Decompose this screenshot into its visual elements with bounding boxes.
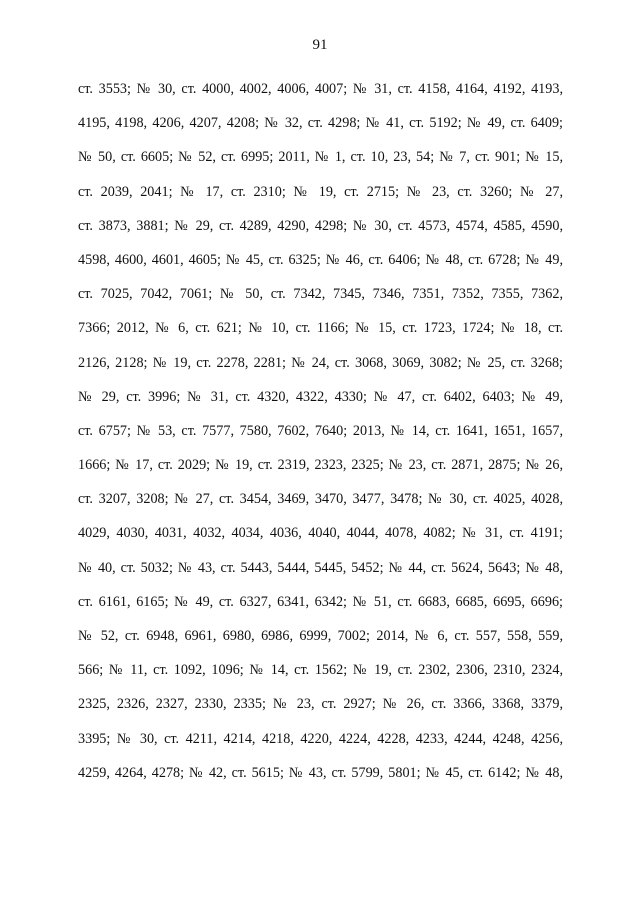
- text-line: № 52, ст. 6948, 6961, 6980, 6986, 6999, 7002; 2014, № 6, ст. 557, 558, 559,: [78, 628, 563, 644]
- text-line: ст. 3207, 3208; № 27, ст. 3454, 3469, 3470, 3477, 3478; № 30, ст. 4025, 4028,: [78, 491, 563, 508]
- text-line: 4259, 4264, 4278; № 42, ст. 5615; № 43, ст. 5799, 5801; № 45, ст. 6142; № 48,: [78, 764, 563, 781]
- text-line: ст. 3553; № 30, ст. 4000, 4002, 4006, 4007; № 31, ст. 4158, 4164, 4192, 4193,: [78, 81, 563, 97]
- text-line: 4029, 4030, 4031, 4032, 4034, 4036, 4040, 4044, 4078, 4082; № 31, ст. 4191;: [78, 525, 563, 542]
- page-number: 91: [312, 37, 328, 53]
- text-line: № 50, ст. 6605; № 52, ст. 6995; 2011, № 1, ст. 10, 23, 54; № 7, ст. 901; № 15,: [78, 149, 563, 166]
- text-line: 566; № 11, ст. 1092, 1096; № 14, ст. 1562; № 19, ст. 2302, 2306, 2310, 2324,: [78, 662, 563, 679]
- text-line: ст. 2039, 2041; № 17, ст. 2310; № 19, ст. 2715; № 23, ст. 3260; № 27,: [78, 183, 563, 200]
- text-line: ст. 6161, 6165; № 49, ст. 6327, 6341, 6342; № 51, ст. 6683, 6685, 6695, 6696;: [78, 593, 563, 610]
- text-line: 1666; № 17, ст. 2029; № 19, ст. 2319, 2323, 2325; № 23, ст. 2871, 2875; № 26,: [78, 457, 563, 474]
- text-line: 4598, 4600, 4601, 4605; № 45, ст. 6325; № 46, ст. 6406; № 48, ст. 6728; № 49,: [78, 251, 563, 268]
- text-line: 2126, 2128; № 19, ст. 2278, 2281; № 24, ст. 3068, 3069, 3082; № 25, ст. 3268;: [78, 354, 563, 371]
- text-line: № 40, ст. 5032; № 43, ст. 5443, 5444, 5445, 5452; № 44, ст. 5624, 5643; № 48,: [78, 559, 563, 576]
- text-line: ст. 3873, 3881; № 29, ст. 4289, 4290, 4298; № 30, ст. 4573, 4574, 4585, 4590,: [78, 217, 563, 234]
- text-line: 3395; № 30, ст. 4211, 4214, 4218, 4220, 4224, 4228, 4233, 4244, 4248, 4256,: [78, 730, 563, 747]
- text-line: 7366; 2012, № 6, ст. 621; № 10, ст. 1166; № 15, ст. 1723, 1724; № 18, ст.: [78, 320, 563, 337]
- document-body: [78, 72, 563, 790]
- text-line: ст. 7025, 7042, 7061; № 50, ст. 7342, 7345, 7346, 7351, 7352, 7355, 7362,: [78, 286, 563, 303]
- text-line: ст. 6757; № 53, ст. 7577, 7580, 7602, 7640; 2013, № 14, ст. 1641, 1651, 1657,: [78, 422, 563, 439]
- text-line: 2325, 2326, 2327, 2330, 2335; № 23, ст. 2927; № 26, ст. 3366, 3368, 3379,: [78, 696, 563, 713]
- text-line: 4195, 4198, 4206, 4207, 4208; № 32, ст. 4298; № 41, ст. 5192; № 49, ст. 6409;: [78, 115, 563, 132]
- text-line: № 29, ст. 3996; № 31, ст. 4320, 4322, 4330; № 47, ст. 6402, 6403; № 49,: [78, 388, 563, 405]
